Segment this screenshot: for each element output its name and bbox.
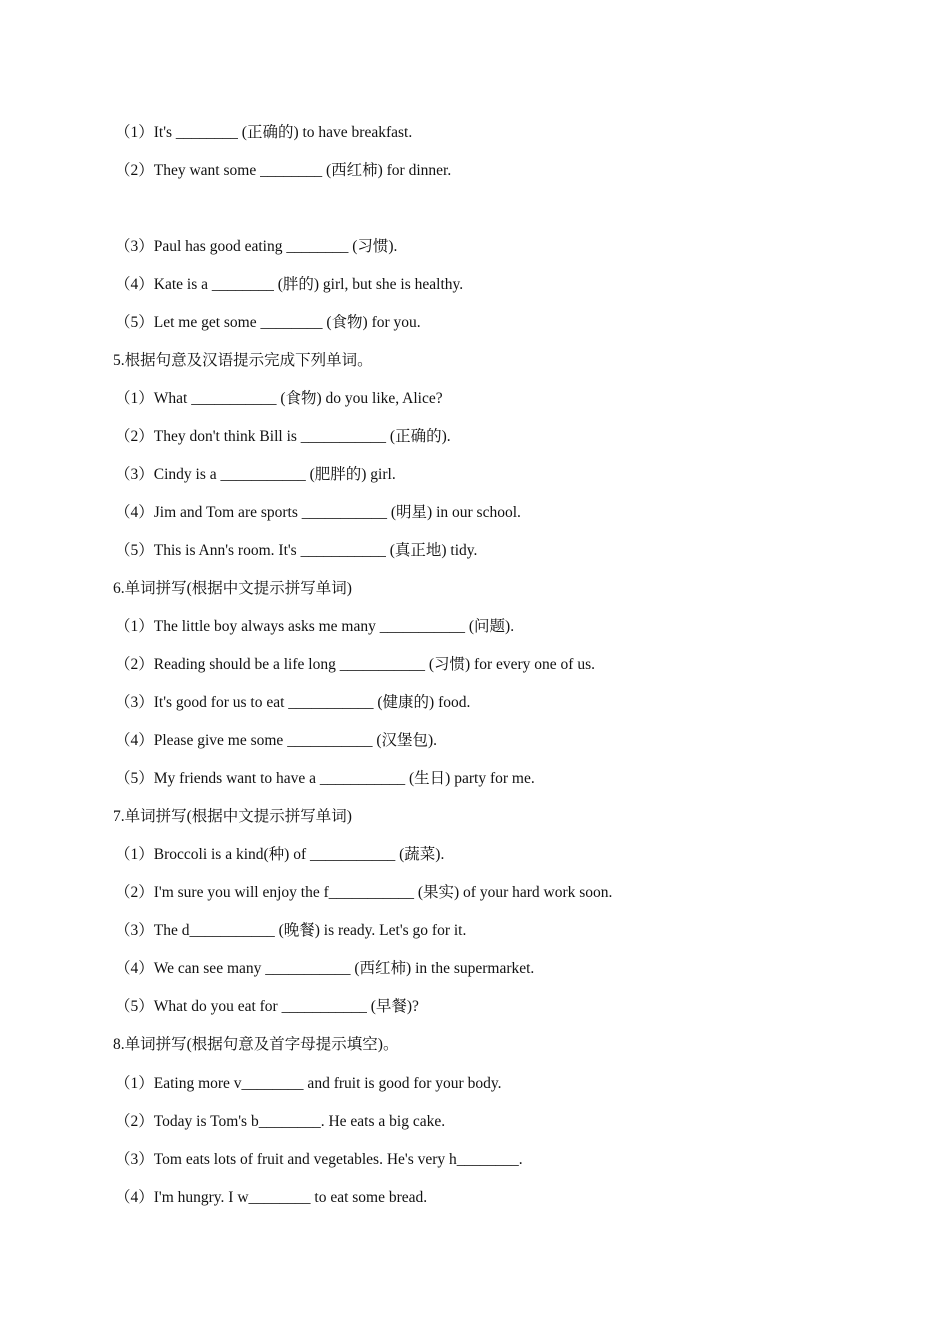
exercise-5-item-1: （1）What ___________ (食物) do you like, Alice? xyxy=(115,390,443,407)
exercise-6-item-4: （4）Please give me some ___________ (汉堡包). xyxy=(115,732,438,749)
section-6-heading: 6.单词拼写(根据中文提示拼写单词) xyxy=(113,580,352,597)
section-5-heading: 5.根据句意及汉语提示完成下列单词。 xyxy=(113,352,373,369)
exercise-6-item-5: （5）My friends want to have a ___________ (生日) party for me. xyxy=(115,770,535,787)
exercise-4-item-3: （3）Paul has good eating ________ (习惯). xyxy=(115,238,398,255)
exercise-8-item-1: （1）Eating more v________ and fruit is good for your body. xyxy=(115,1075,502,1092)
exercise-5-item-4: （4）Jim and Tom are sports ___________ (明星) in our school. xyxy=(115,504,521,521)
section-8-heading: 8.单词拼写(根据句意及首字母提示填空)。 xyxy=(113,1036,399,1053)
exercise-8-item-3: （3）Tom eats lots of fruit and vegetables. He's very h________. xyxy=(115,1151,523,1168)
exercise-5-item-5: （5）This is Ann's room. It's ___________ (真正地) tidy. xyxy=(115,542,478,559)
exercise-5-item-3: （3）Cindy is a ___________ (肥胖的) girl. xyxy=(115,466,396,483)
section-7-heading: 7.单词拼写(根据中文提示拼写单词) xyxy=(113,808,352,825)
exercise-7-item-2: （2）I'm sure you will enjoy the f___________ (果实) of your hard work soon. xyxy=(115,884,613,901)
exercise-5-item-2: （2）They don't think Bill is ___________ (正确的). xyxy=(115,428,451,445)
exercise-7-item-4: （4）We can see many ___________ (西红柿) in the supermarket. xyxy=(115,960,535,977)
exercise-7-item-3: （3）The d___________ (晚餐) is ready. Let's go for it. xyxy=(115,922,467,939)
exercise-6-item-3: （3）It's good for us to eat ___________ (健康的) food. xyxy=(115,694,471,711)
exercise-6-item-2: （2）Reading should be a life long ___________ (习惯) for every one of us. xyxy=(115,656,595,673)
exercise-4-item-4: （4）Kate is a ________ (胖的) girl, but she is healthy. xyxy=(115,276,464,293)
exercise-8-item-4: （4）I'm hungry. I w________ to eat some bread. xyxy=(115,1189,428,1206)
exercise-7-item-5: （5）What do you eat for ___________ (早餐)? xyxy=(115,998,419,1015)
exercise-8-item-2: （2）Today is Tom's b________. He eats a big cake. xyxy=(115,1113,446,1130)
exercise-7-item-1: （1）Broccoli is a kind(种) of ___________ (蔬菜). xyxy=(115,846,445,863)
exercise-6-item-1: （1）The little boy always asks me many ___________ (问题). xyxy=(115,618,515,635)
exercise-4-item-1: （1）It's ________ (正确的) to have breakfast. xyxy=(115,124,413,141)
exercise-4-item-2: （2）They want some ________ (西红柿) for dinner. xyxy=(115,162,452,179)
exercise-4-item-5: （5）Let me get some ________ (食物) for you. xyxy=(115,314,421,331)
